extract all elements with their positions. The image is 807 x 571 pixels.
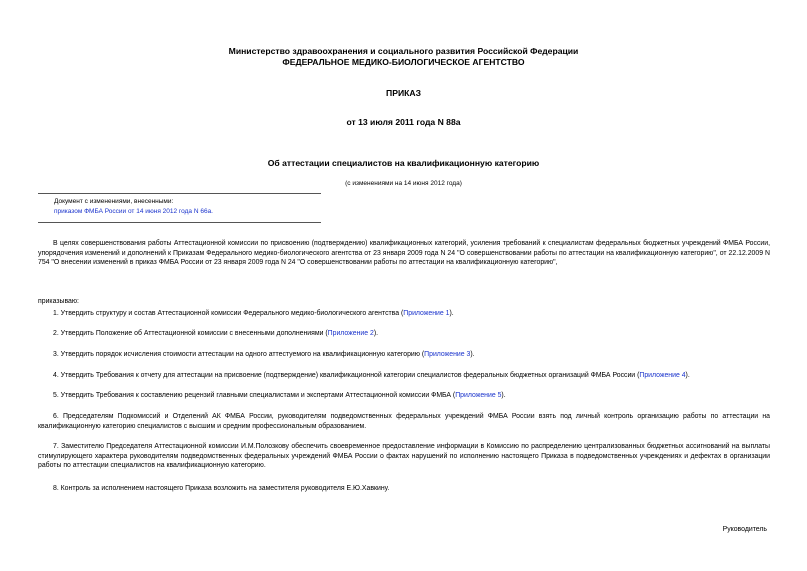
item-text: 2. Утвердить Положение об Аттестационной комиссии с внесенными дополнениями ( xyxy=(53,330,328,337)
appendix-1-link[interactable]: Приложение 1 xyxy=(403,310,450,317)
order-item-4 xyxy=(38,371,770,381)
appendix-4-link[interactable]: Приложение 4 xyxy=(639,372,686,379)
bottom-divider xyxy=(38,222,321,223)
item-tail: ). xyxy=(685,372,690,379)
item-text: 5. Утвердить Требования к составлению рецензий главными специалистами и экспертами Аттестационной комиссии ФМБА ( xyxy=(53,392,456,399)
changes-label: Документ с изменениями, внесенными: xyxy=(54,198,174,205)
order-item-2 xyxy=(38,329,770,339)
top-divider xyxy=(38,193,321,194)
preamble-paragraph: В целях совершенствования работы Аттестационной комиссии по присвоению (подтверждению) квалификационных категорий, усиления требований к специалистам федеральных бюджетных учреждений ФМБА России, упорядочения изменений и дополнений к Приказам Федерального медико-биологического агентства от 23 января 2009 года N 24 "О совершенствовании работы по аттестации на квалификационную категорию", от 22.12.2009 N 754 "О внесении изменений в приказ ФМБА России от 23 января 2009 года N 24 "О совершенствовании работы по аттестации на квалификационную категорию", xyxy=(38,240,770,267)
order-item-3 xyxy=(38,350,770,360)
item-text: 3. Утвердить порядок исчисления стоимости аттестации на одного аттестуемого на квалификационную категорию ( xyxy=(53,351,425,358)
appendix-2-link[interactable]: Приложение 2 xyxy=(327,330,374,337)
document-date-number: от 13 июля 2011 года N 88а xyxy=(346,117,461,127)
appendix-5-link[interactable]: Приложение 5 xyxy=(455,392,502,399)
item-tail: ). xyxy=(449,310,454,317)
agency-title: ФЕДЕРАЛЬНОЕ МЕДИКО-БИОЛОГИЧЕСКОЕ АГЕНТСТВО xyxy=(282,57,525,67)
item-tail: ). xyxy=(501,392,506,399)
amendment-order-link[interactable]: приказом ФМБА России от 14 июня 2012 года N 66а. xyxy=(54,208,213,215)
order-item-7: 7. Заместителю Председателя Аттестационной комиссии И.М.Полозкову обеспечить своевременное предоставление информации в Комиссию по распределению централизованных бюджетных ассигнований на выплаты стимулирующего характера руководителям подведомственных федеральных учреждений ФМБА России о фактах нарушений по исполнению настоящего Приказа в подведомственных учреждениях и дефектах в организации работы по аттестации специалистов на квалификационную категорию. xyxy=(38,443,770,470)
document-type: ПРИКАЗ xyxy=(386,88,421,98)
order-word: приказываю: xyxy=(38,298,79,305)
signature-title: Руководитель xyxy=(722,526,767,533)
amendments-note: (с изменениями на 14 июня 2012 года) xyxy=(345,180,462,187)
appendix-3-link[interactable]: Приложение 3 xyxy=(424,351,471,358)
item-tail: ). xyxy=(373,330,379,337)
order-item-6: 6. Председателям Подкомиссий и Отделений АК ФМБА России, руководителям подведомственных федеральных учреждений ФМБА России взять под личный контроль организацию работы по аттестации на квалификационную категорию специалистов с высшим и средним профессиональным образованием. xyxy=(38,413,770,430)
item-text: 4. Утвердить Требования к отчету для аттестации на присвоение (подтверждение) квалификационной категории специалистов федеральных бюджетных организаций ФМБА России ( xyxy=(53,372,640,379)
ministry-title: Министерство здравоохранения и социального развития Российской Федерации xyxy=(228,46,579,56)
item-tail: ). xyxy=(470,351,475,358)
item-text: 1. Утвердить структуру и состав Аттестационной комиссии Федерального медико-биологического агентства ( xyxy=(53,310,404,317)
order-item-8: 8. Контроль за исполнением настоящего Приказа возложить на заместителя руководителя Е.Ю.Хавкину. xyxy=(53,485,390,492)
order-item-5 xyxy=(38,391,770,401)
order-item-1 xyxy=(38,309,770,319)
document-title: Об аттестации специалистов на квалификационную категорию xyxy=(267,158,540,168)
